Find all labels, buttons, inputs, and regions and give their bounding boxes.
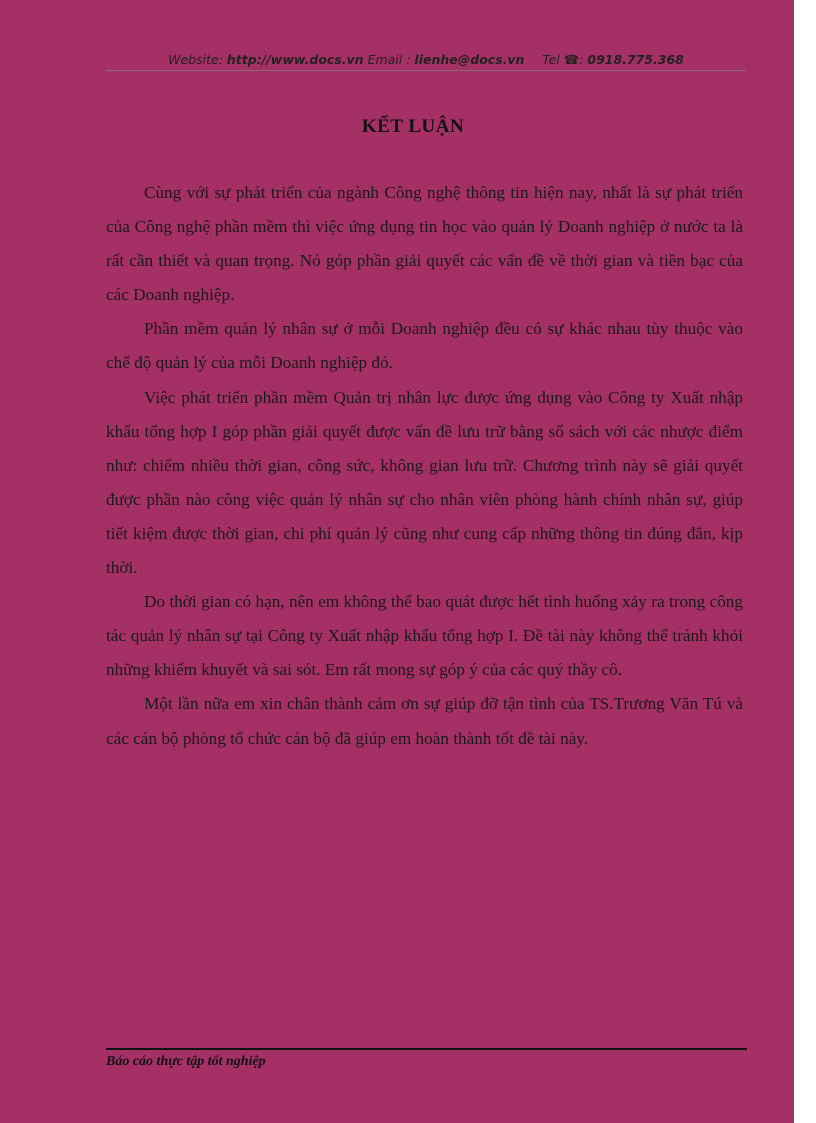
email-value: lienhe@docs.vn xyxy=(414,52,525,67)
page-margin-strip xyxy=(794,0,816,1123)
paragraph: Cùng với sự phát triển của ngành Công nghệ thông tin hiện nay, nhất là sự phát triển của Công nghệ phần mềm thì việc ứng dụng tin học vào quản lý Doanh nghiệp ở nước ta là rất cần thiết và quan trọng. Nó góp phần giải quyết các vấn đề về thời gian và tiền bạc của các Doanh nghiệp. xyxy=(106,183,743,305)
paragraph: Việc phát triển phần mềm Quản trị nhân lực được ứng dụng vào Công ty Xuất nhập khẩu tổng hợp I góp phần giải quyết được vấn đề lưu trữ bằng sổ sách với các nhược điểm như: chiếm nhiều thời gian, công sức, không gian lưu trữ. Chương trình này sẽ giải quyết được phần nào công việc quản lý nhân sự cho nhân viên phòng hành chính nhân sự, giúp tiết kiệm được thời gian, chi phí quản lý cũng như cung cấp những thông tin đúng đắn, kịp thời. xyxy=(106,387,743,578)
email-label: Email : xyxy=(367,52,411,67)
tel-value: 0918.775.368 xyxy=(587,52,684,67)
page-header xyxy=(106,50,746,71)
paragraph: Một lần nữa em xin chân thành cảm ơn sự giúp đỡ tận tình của TS.Trương Văn Tú và các cán bộ phòng tổ chức cán bộ đã giúp em hoàn thành tốt đề tài này. xyxy=(106,694,743,748)
page-title: KẾT LUẬN xyxy=(361,116,465,137)
website-label: Website: xyxy=(168,52,223,67)
paragraph: Do thời gian có hạn, nên em không thể bao quát được hết tình huống xảy ra trong công tác quản lý nhân sự tại Công ty Xuất nhập khẩu tổng hợp I. Đề tài này không thể tránh khỏi những khiếm khuyết và sai sót. Em rất mong sự góp ý của các quý thầy cô. xyxy=(106,592,743,680)
page-footer: Báo cáo thực tập tốt nghiệp xyxy=(106,1054,266,1069)
footer-divider xyxy=(106,1048,747,1050)
tel-label: Tel ☎: xyxy=(542,52,584,67)
body-text xyxy=(106,176,743,756)
website-url: http://www.docs.vn xyxy=(226,52,364,67)
paragraph: Phần mềm quản lý nhân sự ở mỗi Doanh nghiệp đều có sự khác nhau tùy thuộc vào chế độ quản lý của mỗi Doanh nghiệp đó. xyxy=(106,319,743,373)
